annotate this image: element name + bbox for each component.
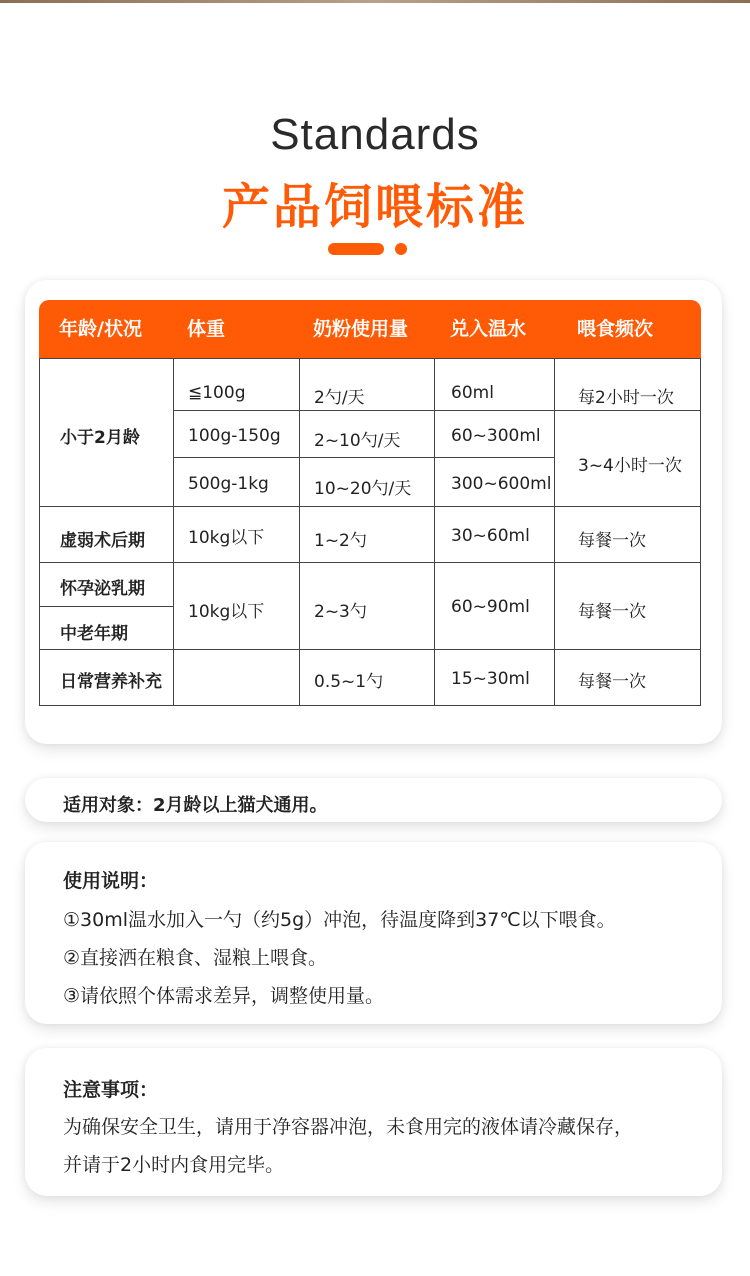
- row-divider: [554, 410, 700, 411]
- powder-cell: 1~2勺: [314, 531, 367, 551]
- header-powder-amount: 奶粉使用量: [313, 318, 409, 340]
- age-daily-supplement: 日常营养补充: [60, 672, 162, 692]
- row-divider: [40, 606, 173, 607]
- age-pregnancy-lactation: 怀孕泌乳期: [60, 579, 145, 599]
- powder-cell: 2勺/天: [314, 388, 365, 408]
- usage-line-1: ①30ml温水加入一勺（约5g）冲泡，待温度降到37℃以下喂食。: [63, 909, 616, 931]
- water-cell: 60ml: [451, 383, 494, 403]
- top-divider: [0, 0, 750, 3]
- table-header: [39, 300, 701, 358]
- frequency-cell: 每2小时一次: [578, 388, 674, 408]
- water-cell: 300~600ml: [451, 474, 552, 494]
- row-divider: [40, 506, 700, 507]
- notes-line-1: 为确保安全卫生，请用于净容器冲泡，未食用完的液体请冷藏保存，: [63, 1116, 634, 1138]
- applicable-target-text: 适用对象：2月龄以上猫犬通用。: [63, 795, 328, 816]
- water-cell: 15~30ml: [451, 669, 530, 689]
- usage-line-2: ②直接洒在粮食、湿粮上喂食。: [63, 947, 328, 969]
- weight-cell: 500g-1kg: [188, 474, 269, 494]
- usage-line-3: ③请依照个体需求差异，调整使用量。: [63, 985, 385, 1007]
- weight-cell: 100g-150g: [188, 426, 281, 446]
- weight-cell: 10kg以下: [188, 528, 265, 548]
- header-age-status: 年龄/状况: [59, 318, 142, 340]
- header-warm-water: 兑入温水: [450, 318, 527, 340]
- powder-cell: 2~3勺: [314, 602, 367, 622]
- powder-cell: 10~20勺/天: [314, 479, 412, 499]
- water-cell: 60~90ml: [451, 597, 530, 617]
- age-under-2-months: 小于2月龄: [60, 428, 140, 448]
- frequency-cell: 每餐一次: [578, 531, 646, 551]
- water-cell: 30~60ml: [451, 526, 530, 546]
- frequency-cell: 每餐一次: [578, 602, 646, 622]
- weight-cell: ≦100g: [188, 383, 246, 403]
- powder-cell: 0.5~1勺: [314, 672, 384, 692]
- row-divider: [40, 649, 700, 650]
- header-feeding-frequency: 喂食频次: [577, 318, 654, 340]
- notes-title: 注意事项：: [63, 1079, 159, 1101]
- notes-line-2: 并请于2小时内食用完毕。: [63, 1154, 285, 1176]
- water-cell: 60~300ml: [451, 426, 541, 446]
- header-weight: 体重: [187, 318, 226, 340]
- age-senior: 中老年期: [60, 624, 128, 644]
- row-divider: [173, 457, 554, 458]
- title-chinese: 产品饲喂标准: [221, 179, 528, 235]
- title-underline-bar: [328, 243, 384, 255]
- powder-cell: 2~10勺/天: [314, 431, 401, 451]
- title-english: Standards: [270, 110, 480, 159]
- row-divider: [173, 410, 554, 411]
- age-post-surgery: 虚弱术后期: [60, 531, 145, 551]
- weight-cell: 10kg以下: [188, 602, 265, 622]
- frequency-cell: 每餐一次: [578, 672, 646, 692]
- table-body: [39, 358, 701, 706]
- usage-title: 使用说明：: [63, 870, 159, 892]
- row-divider: [40, 562, 700, 563]
- frequency-cell: 3~4小时一次: [578, 456, 682, 476]
- title-underline-dot: [395, 243, 407, 255]
